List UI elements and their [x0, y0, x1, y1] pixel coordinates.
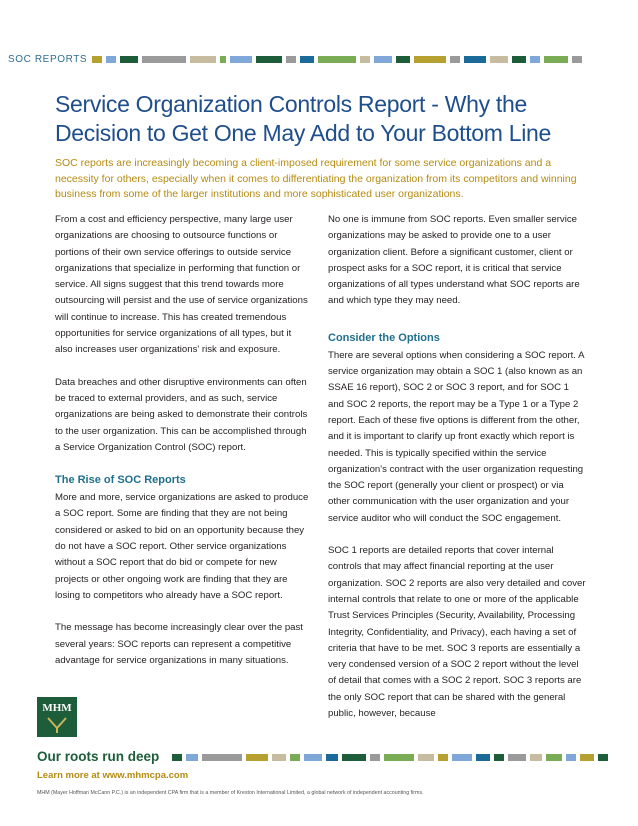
mhm-logo: [37, 697, 77, 737]
color-bar-segment: [304, 754, 322, 761]
left-column: [55, 212, 310, 685]
color-bar-segment: [342, 754, 366, 761]
color-bar-segment: [580, 754, 594, 761]
left-paragraph-4: The message has become increasingly clear over the past several years: SOC reports can represent a competitive advantage for service organizations in many situations.: [55, 622, 303, 666]
color-bar-segment: [438, 754, 448, 761]
right-paragraph-1: No one is immune from SOC reports. Even smaller service organizations may be asked to provide one to a user organization client. Before a significant customer, client or prospect asks for a SOC report, it is critical that service organizations of all types understand what SOC reports are and which type they may need.: [328, 214, 580, 307]
color-bar-segment: [190, 56, 216, 63]
top-color-bar: [92, 56, 632, 63]
color-bar-segment: [494, 754, 504, 761]
color-bar-segment: [544, 56, 568, 63]
title-line-1: Service Organization Controls Report - Why the: [55, 91, 527, 117]
page-title: [55, 90, 615, 148]
color-bar-segment: [530, 754, 542, 761]
color-bar-segment: [414, 56, 446, 63]
right-paragraph-3: SOC 1 reports are detailed reports that cover internal controls that may affect financial reporting at the user organization. SOC 2 reports are also very detailed and cover internal controls that relate to one or more of the applicable Trust Services Principles (Security, Availability, Processing Integrity, Confidentiality, and Privacy), each having a set of criteria that have to be met. SOC 3 reports are essentially a very condensed version of a SOC 2 report without the level of detail that comes with a SOC 2 report. SOC 3 reports are the only SOC report that can be shared with the general public, however, because: [328, 545, 586, 720]
color-bar-segment: [246, 754, 268, 761]
color-bar-segment: [546, 754, 562, 761]
color-bar-segment: [476, 754, 490, 761]
title-line-2: Decision to Get One May Add to Your Bottom Line: [55, 120, 552, 146]
intro-paragraph: SOC reports are increasingly becoming a client-imposed requirement for some service organizations and a necessity for others, especially when it comes to differentiating the organization from its competitors and winning business from some of the larger institutions and more sophisticated user organizations.: [55, 157, 577, 200]
color-bar-segment: [490, 56, 508, 63]
color-bar-segment: [384, 754, 414, 761]
color-bar-segment: [418, 754, 434, 761]
color-bar-segment: [92, 56, 102, 63]
color-bar-segment: [186, 754, 198, 761]
section-label: SOC REPORTS: [8, 54, 88, 65]
right-paragraph-2: There are several options when considering a SOC report. A service organization may obtain a SOC 1 (also known as an SSAE 16 report), SOC 2 or SOC 3 report, and for SOC 1 and SOC 2 reports, the report may be a Type 1 or a Type 2 report. Each of these five options is different from the other, and it is important to clarify up front exactly which report is needed. This is typically specified within the service organization's contract with the user organization requesting the SOC report (generally your client or prospect) or via other communication with the user organization and your service auditor who will conduct the SOC engagement.: [328, 349, 584, 524]
color-bar-segment: [106, 56, 116, 63]
tree-roots-icon: [46, 716, 68, 734]
color-bar-segment: [360, 56, 370, 63]
color-bar-segment: [370, 754, 380, 761]
color-bar-segment: [300, 56, 314, 63]
right-column: [328, 212, 586, 738]
color-bar-segment: [290, 754, 300, 761]
color-bar-segment: [286, 56, 296, 63]
color-bar-segment: [230, 56, 252, 63]
color-bar-segment: [172, 754, 182, 761]
color-bar-segment: [572, 56, 582, 63]
logo-text: MHM: [42, 702, 72, 714]
color-bar-segment: [598, 754, 608, 761]
color-bar-segment: [220, 56, 226, 63]
learn-more-link[interactable]: Learn more at www.mhmcpa.com: [37, 770, 189, 781]
footnote: MHM (Mayer Hoffman McCann P.C.) is an independent CPA firm that is a member of Kreston International Limited, a global network of independent accounting firms.: [37, 790, 424, 796]
left-paragraph-1: From a cost and efficiency perspective, many large user organizations are choosing to outsource functions or portions of their own service offerings to outside service organizations that specialize in performing that function or service. All signs suggest that this trend towards more outsourcing will persist and the use of service organizations will continue to increase. This has created tremendous opportunities for service organizations of all types, but it also increases user organizations' risk and exposure.: [55, 214, 308, 356]
color-bar-segment: [256, 56, 282, 63]
color-bar-segment: [318, 56, 356, 63]
color-bar-segment: [326, 754, 338, 761]
left-paragraph-3: More and more, service organizations are asked to produce a SOC report. Some are finding that they are not being considered or asked to bid on an opportunity because they do not have a SOC report. Other service organizations without a SOC report that do bid or compete for new projects or other ongoing work are finding that they are losing to competitors who already have a SOC report.: [55, 492, 309, 601]
color-bar-segment: [374, 56, 392, 63]
color-bar-segment: [464, 56, 486, 63]
color-bar-segment: [512, 56, 526, 63]
color-bar-segment: [508, 754, 526, 761]
color-bar-segment: [272, 754, 286, 761]
color-bar-segment: [566, 754, 576, 761]
subheading-consider-options: Consider the Options: [328, 331, 440, 344]
color-bar-segment: [452, 754, 472, 761]
color-bar-segment: [530, 56, 540, 63]
color-bar-segment: [450, 56, 460, 63]
bottom-color-bar: [172, 754, 632, 761]
color-bar-segment: [142, 56, 186, 63]
color-bar-segment: [396, 56, 410, 63]
left-paragraph-2: Data breaches and other disruptive environments can often be traced to external providers, and as such, service organizations are being asked to demonstrate their controls to the user organization. This can be accomplished through a Service Organization Control (SOC) report.: [55, 376, 308, 453]
subheading-rise-of-soc: The Rise of SOC Reports: [55, 474, 186, 487]
color-bar-segment: [120, 56, 138, 63]
color-bar-segment: [202, 754, 242, 761]
tagline: Our roots run deep: [37, 749, 160, 764]
